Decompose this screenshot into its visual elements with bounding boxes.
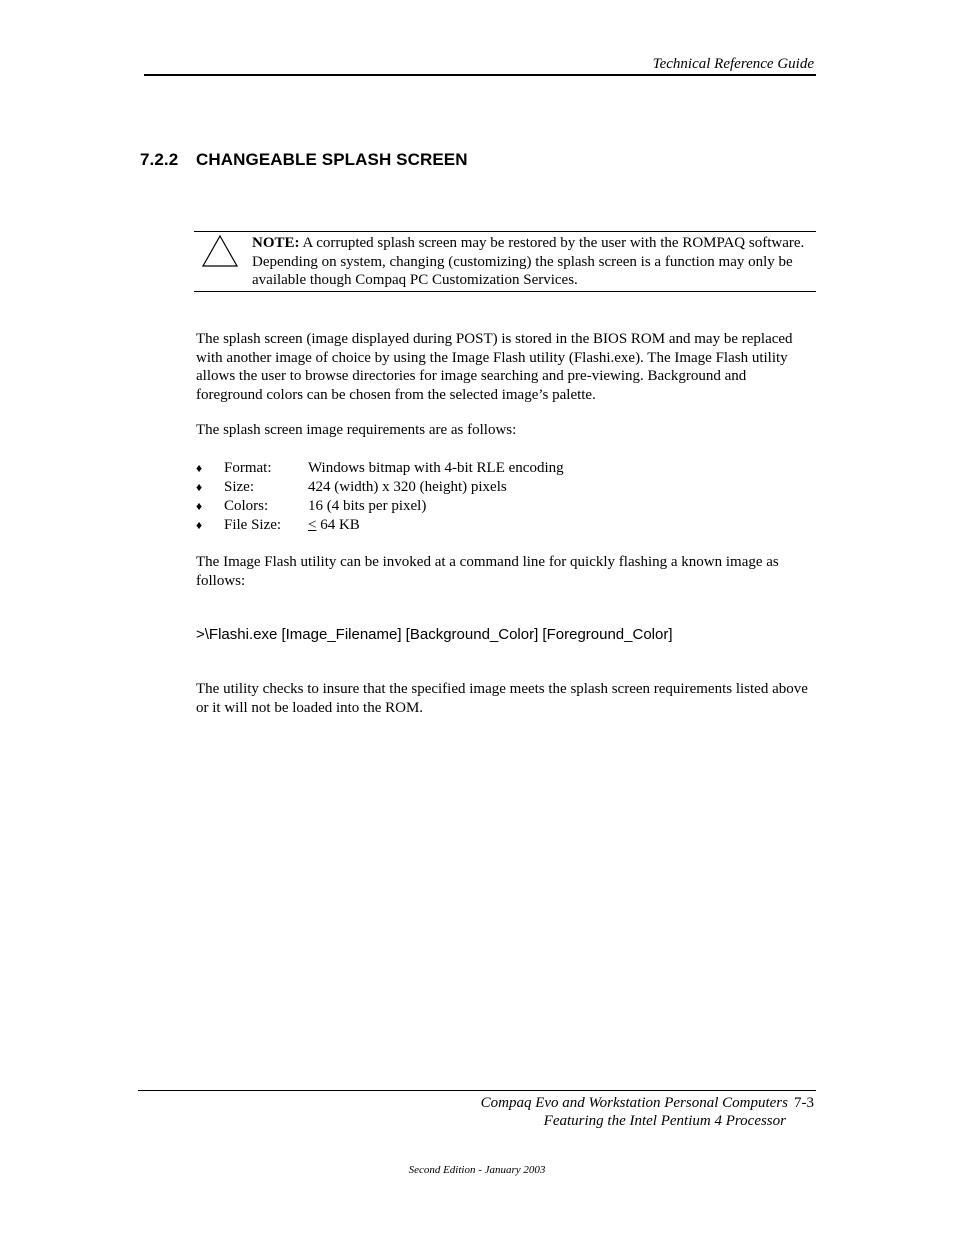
- footer-book-title: Compaq Evo and Workstation Personal Computers: [480, 1095, 788, 1111]
- requirements-intro-paragraph: The splash screen image requirements are as follows:: [196, 422, 517, 438]
- bullet-diamond-icon: ♦: [196, 480, 203, 494]
- requirement-value: 16 (4 bits per pixel): [308, 498, 427, 514]
- footer-subtitle: Featuring the Intel Pentium 4 Processor: [543, 1113, 786, 1129]
- running-header-title: Technical Reference Guide: [652, 56, 814, 72]
- requirement-value: 424 (width) x 320 (height) pixels: [308, 479, 507, 495]
- bullet-diamond-icon: ♦: [196, 518, 203, 532]
- footer-title: [481, 1095, 814, 1112]
- requirement-label: Colors:: [224, 498, 269, 514]
- page-number: 7-3: [794, 1095, 814, 1111]
- requirement-value: [308, 516, 360, 535]
- command-intro-paragraph: The Image Flash utility can be invoked at a command line for quickly flashing a known image as follows:: [196, 554, 779, 589]
- bullet-diamond-icon: ♦: [196, 499, 203, 513]
- footer-rule: [138, 1090, 816, 1091]
- caution-triangle-icon: [201, 234, 239, 273]
- note-text: [252, 234, 812, 290]
- note-body: A corrupted splash screen may be restored by the user with the ROMPAQ software. Depending on system, changing (customizing) the splash screen is a function may only be available though Compaq PC Customization Services.: [252, 235, 805, 288]
- section-heading: [140, 150, 468, 170]
- command-line-example: >\Flashi.exe [Image_Filename] [Background_Color] [Foreground_Color]: [196, 626, 673, 643]
- note-bottom-rule: [194, 291, 816, 292]
- note-label: NOTE:: [252, 235, 300, 251]
- closing-paragraph: The utility checks to insure that the specified image meets the splash screen requirements listed above or it will not be loaded into the ROM.: [196, 681, 808, 716]
- header-rule: [144, 74, 816, 76]
- section-number: 7.2.2: [140, 150, 179, 169]
- file-size-limit: 64 KB: [316, 517, 360, 533]
- note-top-rule: [194, 231, 816, 232]
- requirement-label: Size:: [224, 479, 254, 495]
- less-equal-symbol: <: [308, 517, 317, 533]
- requirement-label: Format:: [224, 460, 272, 476]
- section-title: CHANGEABLE SPLASH SCREEN: [196, 150, 468, 169]
- requirement-value: Windows bitmap with 4-bit RLE encoding: [308, 460, 564, 476]
- requirement-label: File Size:: [224, 517, 282, 533]
- intro-paragraph: The splash screen (image displayed during POST) is stored in the BIOS ROM and may be replaced with another image of choice by using the Image Flash utility (Flashi.exe). The Image Flash utility allows the user to browse directories for image searching and pre-viewing. Background and foreground colors can be chosen from the selected image’s palette.: [196, 331, 793, 403]
- edition-note: Second Edition - January 2003: [408, 1164, 546, 1176]
- bullet-diamond-icon: ♦: [196, 461, 203, 475]
